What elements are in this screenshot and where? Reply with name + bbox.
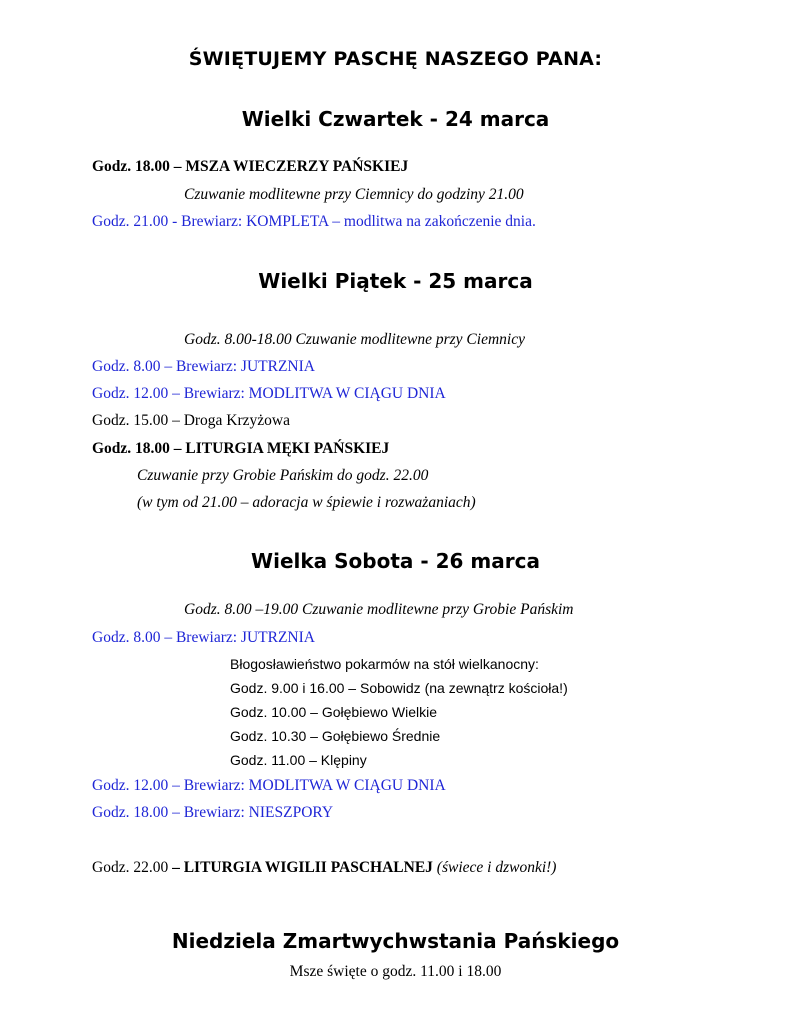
saturday-line-vigil: Godz. 8.00 –19.00 Czuwanie modlitewne przy Grobie Pańskim bbox=[184, 601, 574, 618]
page-title: ŚWIĘTUJEMY PASCHĘ NASZEGO PANA: bbox=[188, 48, 603, 70]
friday-line-vigil: Godz. 8.00-18.00 Czuwanie modlitewne przy Ciemnicy bbox=[184, 331, 525, 348]
sunday-heading: Niedziela Zmartwychwstania Pańskiego bbox=[171, 929, 620, 953]
friday-heading: Wielki Piątek - 25 marca bbox=[258, 269, 533, 293]
friday-line-tomb-vigil: Czuwanie przy Grobie Pańskim do godz. 22.00 bbox=[137, 467, 429, 484]
saturday-line-midday: Godz. 12.00 – Brewiarz: MODLITWA W CIĄGU DNIA bbox=[92, 777, 446, 794]
thursday-line-compline: Godz. 21.00 - Brewiarz: KOMPLETA – modlitwa na zakończenie dnia. bbox=[92, 213, 536, 230]
friday-line-adoration: (w tym od 21.00 – adoracja w śpiewie i rozważaniach) bbox=[137, 494, 476, 511]
easter-vigil-title: – LITURGIA WIGILII PASCHALNEJ bbox=[172, 859, 433, 876]
saturday-line-vespers: Godz. 18.00 – Brewiarz: NIESZPORY bbox=[92, 804, 334, 821]
blessing-title: Błogosławieństwo pokarmów na stół wielkanocny: bbox=[230, 656, 539, 672]
blessing-line: Godz. 10.30 – Gołębiewo Średnie bbox=[230, 728, 441, 744]
blessing-line: Godz. 9.00 i 16.00 – Sobowidz (na zewnątrz kościoła!) bbox=[230, 680, 568, 696]
thursday-line-mass: Godz. 18.00 – MSZA WIECZERZY PAŃSKIEJ bbox=[92, 158, 409, 175]
saturday-line-lauds: Godz. 8.00 – Brewiarz: JUTRZNIA bbox=[92, 629, 315, 646]
friday-line-liturgy: Godz. 18.00 – LITURGIA MĘKI PAŃSKIEJ bbox=[92, 440, 390, 457]
easter-vigil-note: (świece i dzwonki!) bbox=[432, 859, 557, 876]
saturday-heading: Wielka Sobota - 26 marca bbox=[251, 549, 540, 573]
blessing-line: Godz. 10.00 – Gołębiewo Wielkie bbox=[230, 704, 437, 720]
sunday-line-masses: Msze święte o godz. 11.00 i 18.00 bbox=[289, 963, 502, 980]
thursday-heading: Wielki Czwartek - 24 marca bbox=[241, 107, 550, 131]
thursday-line-vigil: Czuwanie modlitewne przy Ciemnicy do godziny 21.00 bbox=[184, 186, 524, 203]
friday-line-stations: Godz. 15.00 – Droga Krzyżowa bbox=[92, 412, 290, 429]
blessing-line: Godz. 11.00 – Klępiny bbox=[230, 752, 367, 768]
easter-vigil-time: Godz. 22.00 bbox=[92, 859, 173, 876]
friday-line-midday: Godz. 12.00 – Brewiarz: MODLITWA W CIĄGU DNIA bbox=[92, 385, 446, 402]
saturday-line-easter-vigil bbox=[92, 859, 556, 877]
friday-line-lauds: Godz. 8.00 – Brewiarz: JUTRZNIA bbox=[92, 358, 315, 375]
